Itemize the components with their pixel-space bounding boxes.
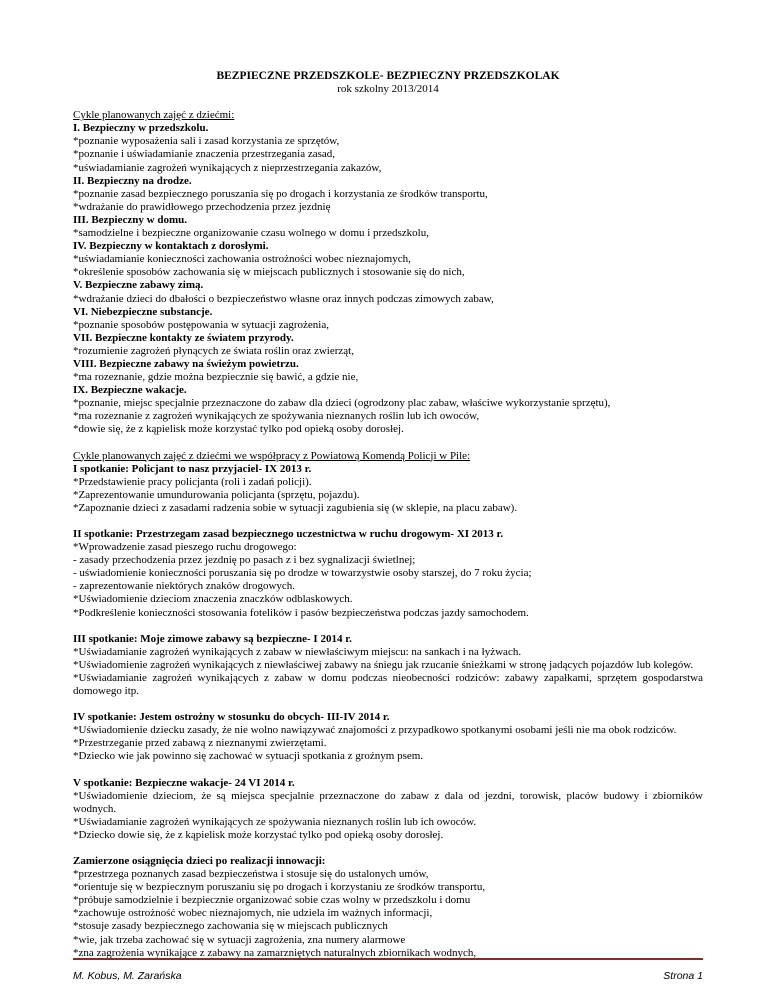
cycle-topic-item: *ma rozeznanie, gdzie można bezpiecznie się bawić, a gdzie nie, <box>73 371 359 384</box>
meeting-item: *Uświadamianie zagrożeń wynikających z zabaw w domu podczas nieobecności rodziców: zabawy zapałkami, sprzętem gospodarstwa domowego itp. <box>73 671 703 698</box>
cycle-topic-item: *poznanie sposobów postępowania w sytuacji zagrożenia, <box>73 318 329 331</box>
achievements-heading: Zamierzone osiągnięcia dzieci po realizacji innowacji: <box>73 854 326 867</box>
meeting-item: *Uświadamianie zagrożeń wynikających z zabaw w niewłaściwym miejscu: na sankach i na łyżwach. <box>73 645 522 658</box>
achievement-item: *przestrzega poznanych zasad bezpieczeństwa i stosuje się do ustalonych umów, <box>73 868 429 881</box>
meeting-title: IV spotkanie: Jestem ostrożny w stosunku do obcych- III-IV 2014 r. <box>73 711 390 724</box>
footer-authors: M. Kobus, M. Zarańska <box>73 970 182 982</box>
cycle-topic-heading: VIII. Bezpieczne zabawy na świeżym powietrzu. <box>73 357 299 370</box>
meeting-item: *Zapoznanie dzieci z zasadami radzenia sobie w sytuacji zagubienia się (w sklepie, na placu zabaw). <box>73 501 518 514</box>
document-title: BEZPIECZNE PRZEDSZKOLE- BEZPIECZNY PRZEDSZKOLAK <box>216 70 560 82</box>
footer-page-number: Strona 1 <box>663 970 703 982</box>
meeting-block <box>73 463 703 515</box>
meeting-block <box>73 633 703 698</box>
achievements-list <box>73 868 703 960</box>
meeting-item: *Uświadamianie zagrożeń wynikających ze spożywania nieznanych roślin lub ich owoców. <box>73 815 477 828</box>
meeting-item: *Uświadomienie dzieciom, że są miejsca specjalnie przeznaczone do zabaw z dala od jezdni, torowisk, placów budowy i zbiorników wodnych. <box>73 789 703 815</box>
cycle-topic-item: *samodzielne i bezpieczne organizowanie czasu wolnego w domu i przedszkolu, <box>73 227 429 240</box>
cycle-topic-item: *poznanie, miejsc specjalnie przeznaczone do zabaw dla dzieci (ogrodzony plac zabaw, właściwe wykorzystanie sprzętu), <box>73 397 611 410</box>
police-section <box>73 450 703 842</box>
meeting-item: *Wprowadzenie zasad pieszego ruchu drogowego: <box>73 541 297 554</box>
cycle-topic-item: *poznanie wyposażenia sali i zasad korzystania ze sprzętów, <box>73 135 340 148</box>
cycle-list <box>73 122 703 436</box>
cycle-topic-item: *wdrażanie do prawidłowego przechodzenia przez jezdnię <box>73 200 331 213</box>
meeting-block <box>73 711 703 763</box>
achievement-item: *próbuje samodzielnie i bezpiecznie organizować sobie czas wolny w przedszkolu i domu <box>73 894 471 907</box>
cycle-topic-heading: IX. Bezpieczne wakacje. <box>73 384 187 397</box>
meeting-item: *Uświadomienie zagrożeń wynikających z niewłaściwej zabawy na śniegu jak rzucanie śnieżkami w stronę jadących pojazdów lub kolegów. <box>73 658 694 671</box>
cycle-topic-item: *ma rozeznanie z zagrożeń wynikających ze spożywania nieznanych roślin lub ich owoców, <box>73 410 480 423</box>
meeting-block <box>73 528 703 620</box>
cycle-topic-item: *poznanie zasad bezpiecznego poruszania się po drogach i korzystania ze środków transportu, <box>73 187 488 200</box>
cycle-topic-heading: VII. Bezpieczne kontakty ze światem przyrody. <box>73 331 294 344</box>
police-heading: Cykle planowanych zajęć z dziećmi we współpracy z Powiatową Komendą Policji w Pile: <box>73 449 471 462</box>
document-page <box>73 70 703 960</box>
meeting-item: *Podkreślenie konieczności stosowania fotelików i pasów bezpieczeństwa podczas jazdy samochodem. <box>73 606 529 619</box>
meeting-item: *Dziecko wie jak powinno się zachować w sytuacji spotkania z groźnym psem. <box>73 750 424 763</box>
cycle-topic-heading: V. Bezpieczne zabawy zimą. <box>73 279 204 292</box>
meeting-title: II spotkanie: Przestrzegam zasad bezpiecznego uczestnictwa w ruchu drogowym- XI 2013 r. <box>73 528 504 540</box>
cycle-topic-heading: IV. Bezpieczny w kontaktach z dorosłymi. <box>73 240 269 253</box>
cycle-topic-heading: II. Bezpieczny na drodze. <box>73 174 192 187</box>
cycle-topic-item: *określenie sposobów zachowania się w miejscach publicznych i stosowanie się do nich, <box>73 266 465 279</box>
meeting-item: *Przestrzeganie przed zabawą z nieznanymi zwierzętami. <box>73 737 327 750</box>
cycle-topic-item: *dowie się, że z kąpielisk może korzystać tylko pod opieką osoby dorosłej. <box>73 423 404 436</box>
cycle-topic-heading: III. Bezpieczny w domu. <box>73 213 187 226</box>
achievement-item: *wie, jak trzeba zachować się w sytuacji zagrożenia, zna numery alarmowe <box>73 933 406 946</box>
cycle-heading: Cykle planowanych zajęć z dziećmi: <box>73 109 235 122</box>
meeting-title: V spotkanie: Bezpieczne wakacje- 24 VI 2014 r. <box>73 776 295 789</box>
achievement-item: *orientuje się w bezpiecznym poruszaniu się po drogach i korzystaniu ze środków transportu, <box>73 881 486 894</box>
achievement-item: *zna zagrożenia wynikające z zabawy na zamarzniętych naturalnych zbiornikach wodnych, <box>73 946 477 959</box>
cycle-topic-item: *uświadamianie zagrożeń wynikających z nieprzestrzegania zakazów, <box>73 161 382 174</box>
cycle-topic-item: *uświadamianie konieczności zachowania ostrożności wobec nieznajomych, <box>73 253 411 266</box>
cycle-section <box>73 109 703 436</box>
cycle-topic-heading: I. Bezpieczny w przedszkolu. <box>73 122 209 135</box>
meeting-item: *Zaprezentowanie umundurowania policjanta (sprzętu, pojazdu). <box>73 488 360 501</box>
meeting-title: III spotkanie: Moje zimowe zabawy są bezpieczne- I 2014 r. <box>73 632 352 645</box>
meeting-item: - uświadomienie konieczności poruszania się po drodze w towarzystwie osoby starszej, do 7 roku życia; <box>73 567 532 580</box>
cycle-topic-item: *poznanie i uświadamianie znaczenia przestrzegania zasad, <box>73 148 336 161</box>
meeting-item: *Dziecko dowie się, że z kąpielisk może korzystać tylko pod opieką osoby dorosłej. <box>73 828 444 841</box>
achievement-item: *stosuje zasady bezpiecznego zachowania się w miejscach publicznych <box>73 920 388 933</box>
cycle-topic-item: *rozumienie zagrożeń płynących ze świata roślin oraz zwierząt, <box>73 344 354 357</box>
meeting-item: - zaprezentowanie niektórych znaków drogowych. <box>73 580 296 593</box>
meeting-block <box>73 777 703 842</box>
meeting-title: I spotkanie: Policjant to nasz przyjaciel- IX 2013 r. <box>73 462 312 475</box>
page-footer <box>73 958 703 984</box>
cycle-topic-item: *wdrażanie dzieci do dbałości o bezpieczeństwo własne oraz innych podczas zimowych zabaw, <box>73 292 494 305</box>
meeting-item: *Przedstawienie pracy policjanta (roli i zadań policji). <box>73 475 312 488</box>
achievements-section <box>73 855 703 960</box>
achievement-item: *zachowuje ostrożność wobec nieznajomych, nie udziela im ważnych informacji, <box>73 907 433 920</box>
police-meetings <box>73 463 703 842</box>
cycle-topic-heading: VI. Niebezpieczne substancje. <box>73 305 213 318</box>
document-subtitle: rok szkolny 2013/2014 <box>337 83 439 96</box>
meeting-item: - zasady przechodzenia przez jezdnię po pasach z i bez sygnalizacji świetlnej; <box>73 554 416 567</box>
meeting-item: *Uświadomienie dziecku zasady, że nie wolno nawiązywać znajomości z przypadkowo spotkanymi osobami jeśli nie ma obok rodziców. <box>73 724 677 737</box>
meeting-item: *Uświadomienie dzieciom znaczenia znaczków odblaskowych. <box>73 593 353 606</box>
